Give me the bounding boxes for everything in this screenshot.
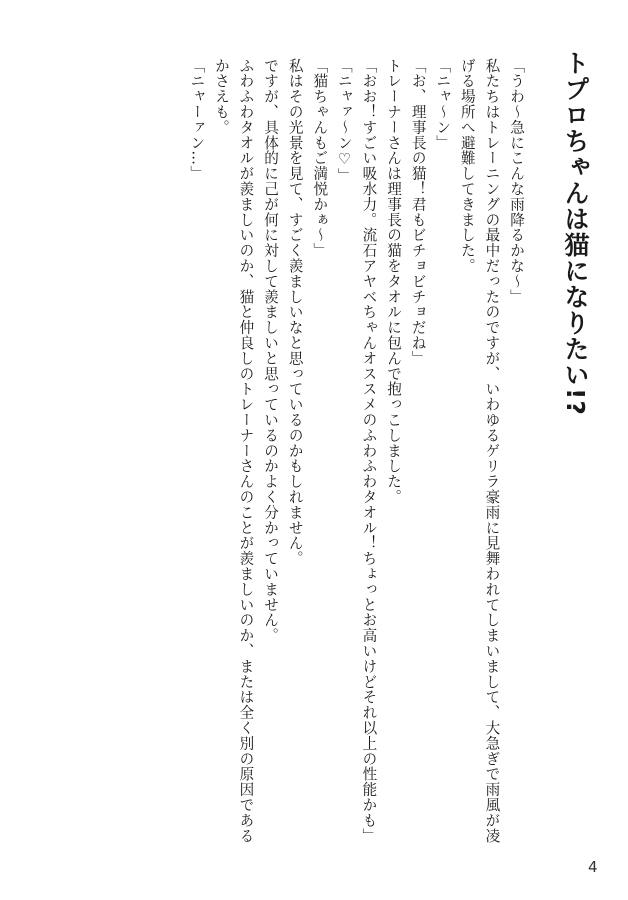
paragraph: 「猫ちゃんもご満悦かぁ〜」: [311, 58, 329, 259]
paragraph: トレーナーさんは理事長の猫をタオルに包んで抱っこしました。: [385, 58, 403, 505]
paragraph: 私はその光景を見て、すごく羨ましいなと思っているのかもしれません。: [286, 58, 304, 567]
body-text: [184, 58, 528, 858]
paragraph: 私たちはトレーニングの最中だったのですが、いわゆるゲリラ豪雨に見舞われてしまいまして、大急ぎで雨風が凌げる場所へ避難してきました。: [458, 58, 501, 844]
paragraph: 「うわ〜急にこんな雨降るかな〜」: [508, 58, 525, 305]
paragraph: 「ニャ〜ン」: [434, 58, 452, 151]
paragraph: 「ニャーァン…」: [188, 58, 206, 182]
paragraph: ふわふわタオルが羨ましいのか、猫と仲良しのトレーナーさんのことが羨ましいのか、または全く別の原因であるかさえも。: [212, 58, 255, 844]
paragraph: 「ニャァ〜ン♡」: [335, 58, 353, 184]
paragraph: 「お、理事長の猫！君もビチョビチョだね」: [409, 58, 427, 366]
page-number: 4: [588, 858, 598, 876]
paragraph: 「おお！すごい吸水力。流石アヤベちゃんオススメのふわふわタオル！ちょっとお高いけどそれ以上の性能かも」: [360, 58, 378, 844]
chapter-title: トプロちゃんは猫になりたい!?: [561, 50, 590, 416]
paragraph: ですが、具体的に己が何に対して羨ましいと思っているのかよく分かっていません。: [262, 58, 280, 644]
